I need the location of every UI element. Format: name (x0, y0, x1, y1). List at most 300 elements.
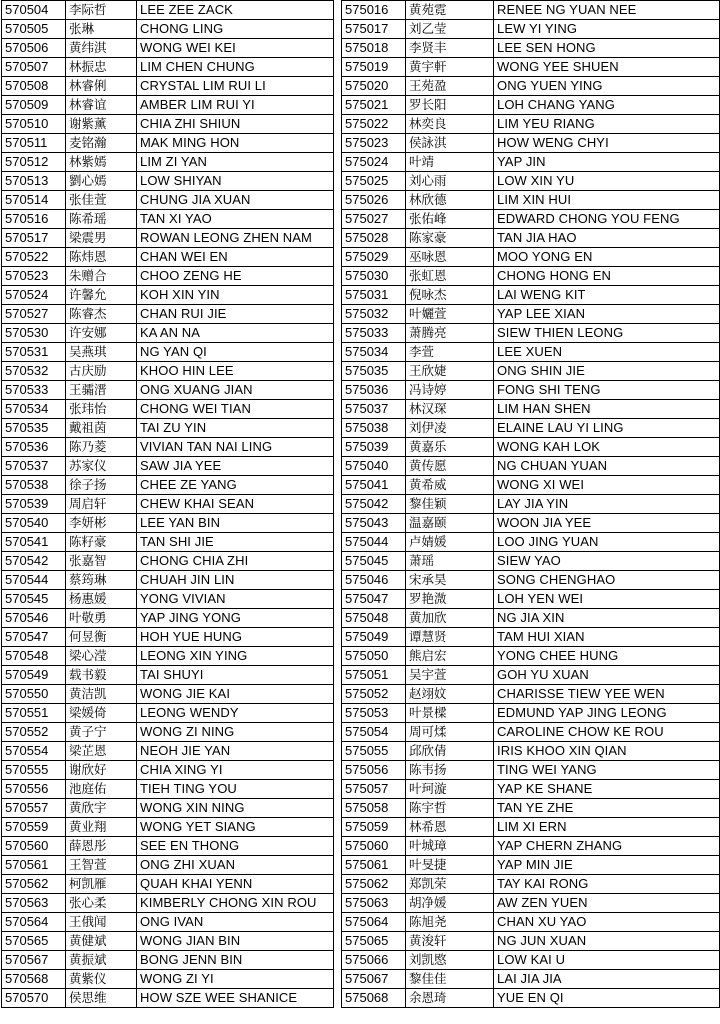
roster-table-right (341, 0, 720, 1008)
chinese-name-cell: 劉心嫣 (66, 172, 137, 191)
english-name-cell: SAW JIA YEE (137, 457, 334, 476)
table-row (2, 571, 334, 590)
chinese-name-cell: 张玮怡 (66, 400, 137, 419)
chinese-name-cell: 黄加欣 (406, 609, 494, 628)
chinese-name-cell: 林紫嫣 (66, 153, 137, 172)
chinese-name-cell: 载书毅 (66, 666, 137, 685)
chinese-name-cell: 柯凯雁 (66, 875, 137, 894)
chinese-name-cell: 宋承昊 (406, 571, 494, 590)
table-row (342, 39, 720, 58)
table-row (342, 666, 720, 685)
table-row (342, 248, 720, 267)
chinese-name-cell: 王俄闻 (66, 913, 137, 932)
chinese-name-cell: 陈希瑶 (66, 210, 137, 229)
chinese-name-cell: 林振忠 (66, 58, 137, 77)
chinese-name-cell: 叶景樑 (406, 704, 494, 723)
table-row (342, 476, 720, 495)
table-row (342, 742, 720, 761)
table-row (2, 514, 334, 533)
student-id-cell: 575036 (342, 381, 406, 400)
english-name-cell: YAP MIN JIE (494, 856, 720, 875)
student-id-cell: 570546 (2, 609, 66, 628)
chinese-name-cell: 陈睿杰 (66, 305, 137, 324)
chinese-name-cell: 苏家仪 (66, 457, 137, 476)
chinese-name-cell: 黄浚轩 (406, 932, 494, 951)
english-name-cell: LIM ZI YAN (137, 153, 334, 172)
chinese-name-cell: 林睿俐 (66, 77, 137, 96)
student-id-cell: 570564 (2, 913, 66, 932)
student-id-cell: 570550 (2, 685, 66, 704)
chinese-name-cell: 麦铭瀚 (66, 134, 137, 153)
chinese-name-cell: 周启轩 (66, 495, 137, 514)
table-row (342, 799, 720, 818)
chinese-name-cell: 谢紫薰 (66, 115, 137, 134)
table-row (2, 894, 334, 913)
student-id-cell: 570540 (2, 514, 66, 533)
english-name-cell: LEONG WENDY (137, 704, 334, 723)
student-id-cell: 575062 (342, 875, 406, 894)
table-row (2, 913, 334, 932)
english-name-cell: CHARISSE TIEW YEE WEN (494, 685, 720, 704)
roster-rows-left (2, 1, 334, 1008)
student-id-cell: 575053 (342, 704, 406, 723)
table-row (342, 514, 720, 533)
english-name-cell: TAI SHUYI (137, 666, 334, 685)
chinese-name-cell: 罗艳溦 (406, 590, 494, 609)
table-row (342, 343, 720, 362)
english-name-cell: WONG JIE KAI (137, 685, 334, 704)
english-name-cell: SIEW THIEN LEONG (494, 324, 720, 343)
table-row (2, 799, 334, 818)
english-name-cell: CHUNG JIA XUAN (137, 191, 334, 210)
chinese-name-cell: 冯诗婷 (406, 381, 494, 400)
student-id-cell: 570514 (2, 191, 66, 210)
english-name-cell: ONG ZHI XUAN (137, 856, 334, 875)
table-row (2, 77, 334, 96)
table-row (2, 780, 334, 799)
table-row (2, 951, 334, 970)
student-id-cell: 570522 (2, 248, 66, 267)
chinese-name-cell: 戴祖茵 (66, 419, 137, 438)
student-id-cell: 570559 (2, 818, 66, 837)
english-name-cell: YAP JING YONG (137, 609, 334, 628)
student-id-cell: 575033 (342, 324, 406, 343)
english-name-cell: HOW SZE WEE SHANICE (137, 989, 334, 1008)
chinese-name-cell: 萧腾亮 (406, 324, 494, 343)
chinese-name-cell: 王苑盈 (406, 77, 494, 96)
student-id-cell: 570516 (2, 210, 66, 229)
chinese-name-cell: 陈旭尧 (406, 913, 494, 932)
table-row (342, 153, 720, 172)
student-id-cell: 570537 (2, 457, 66, 476)
student-id-cell: 570562 (2, 875, 66, 894)
chinese-name-cell: 谭慧贤 (406, 628, 494, 647)
chinese-name-cell: 黄业翔 (66, 818, 137, 837)
table-row (2, 856, 334, 875)
table-row (2, 58, 334, 77)
table-row (342, 191, 720, 210)
english-name-cell: TAN XI YAO (137, 210, 334, 229)
english-name-cell: LOW SHIYAN (137, 172, 334, 191)
english-name-cell: SIEW YAO (494, 552, 720, 571)
student-id-cell: 570530 (2, 324, 66, 343)
student-id-cell: 570538 (2, 476, 66, 495)
student-id-cell: 575047 (342, 590, 406, 609)
table-row (2, 267, 334, 286)
table-row (342, 685, 720, 704)
english-name-cell: ONG XUANG JIAN (137, 381, 334, 400)
english-name-cell: MAK MING HON (137, 134, 334, 153)
chinese-name-cell: 梁震男 (66, 229, 137, 248)
student-id-cell: 575061 (342, 856, 406, 875)
student-id-cell: 570539 (2, 495, 66, 514)
chinese-name-cell: 林汉琛 (406, 400, 494, 419)
english-name-cell: CHUAH JIN LIN (137, 571, 334, 590)
student-id-cell: 575065 (342, 932, 406, 951)
table-row (342, 856, 720, 875)
student-id-cell: 570533 (2, 381, 66, 400)
table-row (342, 457, 720, 476)
student-id-cell: 575017 (342, 20, 406, 39)
english-name-cell: CHOO ZENG HE (137, 267, 334, 286)
chinese-name-cell: 周可煣 (406, 723, 494, 742)
student-id-cell: 575066 (342, 951, 406, 970)
student-id-cell: 570524 (2, 286, 66, 305)
english-name-cell: YONG CHEE HUNG (494, 647, 720, 666)
table-row (342, 913, 720, 932)
english-name-cell: CHONG LING (137, 20, 334, 39)
english-name-cell: YONG VIVIAN (137, 590, 334, 609)
table-row (342, 77, 720, 96)
chinese-name-cell: 李妍彬 (66, 514, 137, 533)
table-row (342, 932, 720, 951)
english-name-cell: NG CHUAN YUAN (494, 457, 720, 476)
chinese-name-cell: 李萱 (406, 343, 494, 362)
chinese-name-cell: 梁芷恩 (66, 742, 137, 761)
student-id-cell: 575041 (342, 476, 406, 495)
chinese-name-cell: 叶孋萱 (406, 305, 494, 324)
chinese-name-cell: 陈家豪 (406, 229, 494, 248)
table-row (2, 20, 334, 39)
student-id-cell: 575050 (342, 647, 406, 666)
table-row (342, 115, 720, 134)
chinese-name-cell: 林欣德 (406, 191, 494, 210)
english-name-cell: CHIA ZHI SHIUN (137, 115, 334, 134)
chinese-name-cell: 余恩琦 (406, 989, 494, 1008)
chinese-name-cell: 李贤丰 (406, 39, 494, 58)
student-id-cell: 570548 (2, 647, 66, 666)
table-row (342, 628, 720, 647)
chinese-name-cell: 林奕良 (406, 115, 494, 134)
chinese-name-cell: 吴燕琪 (66, 343, 137, 362)
student-id-cell: 570513 (2, 172, 66, 191)
table-row (342, 210, 720, 229)
student-id-cell: 575059 (342, 818, 406, 837)
table-row (342, 362, 720, 381)
english-name-cell: LIM CHEN CHUNG (137, 58, 334, 77)
student-id-cell: 570512 (2, 153, 66, 172)
chinese-name-cell: 陈乃菱 (66, 438, 137, 457)
english-name-cell: CHAN RUI JIE (137, 305, 334, 324)
chinese-name-cell: 王智萱 (66, 856, 137, 875)
chinese-name-cell: 黄振斌 (66, 951, 137, 970)
student-id-cell: 575060 (342, 837, 406, 856)
english-name-cell: LOH CHANG YANG (494, 96, 720, 115)
english-name-cell: EDWARD CHONG YOU FENG (494, 210, 720, 229)
chinese-name-cell: 胡净媛 (406, 894, 494, 913)
table-row (342, 989, 720, 1008)
chinese-name-cell: 萧瑶 (406, 552, 494, 571)
chinese-name-cell: 李际哲 (66, 1, 137, 20)
student-id-cell: 570531 (2, 343, 66, 362)
chinese-name-cell: 陈韦扬 (406, 761, 494, 780)
student-id-cell: 570563 (2, 894, 66, 913)
student-id-cell: 570544 (2, 571, 66, 590)
student-id-cell: 575045 (342, 552, 406, 571)
english-name-cell: YAP JIN (494, 153, 720, 172)
table-row (342, 647, 720, 666)
student-id-cell: 575024 (342, 153, 406, 172)
table-row (2, 438, 334, 457)
student-id-cell: 570568 (2, 970, 66, 989)
chinese-name-cell: 叶靖 (406, 153, 494, 172)
english-name-cell: WONG XI WEI (494, 476, 720, 495)
chinese-name-cell: 蔡筠琳 (66, 571, 137, 590)
student-id-cell: 570504 (2, 1, 66, 20)
student-id-cell: 575028 (342, 229, 406, 248)
chinese-name-cell: 王欣婕 (406, 362, 494, 381)
table-row (2, 153, 334, 172)
english-name-cell: LIM XI ERN (494, 818, 720, 837)
english-name-cell: LOO JING YUAN (494, 533, 720, 552)
english-name-cell: WONG ZI NING (137, 723, 334, 742)
student-id-cell: 570565 (2, 932, 66, 951)
chinese-name-cell: 黄苑霓 (406, 1, 494, 20)
chinese-name-cell: 何昱衡 (66, 628, 137, 647)
table-row (2, 970, 334, 989)
english-name-cell: WONG KAH LOK (494, 438, 720, 457)
chinese-name-cell: 张佑峰 (406, 210, 494, 229)
table-row (342, 571, 720, 590)
table-row (342, 533, 720, 552)
table-row (342, 970, 720, 989)
chinese-name-cell: 陈宇哲 (406, 799, 494, 818)
english-name-cell: ELAINE LAU YI LING (494, 419, 720, 438)
student-id-cell: 575022 (342, 115, 406, 134)
english-name-cell: LIM HAN SHEN (494, 400, 720, 419)
chinese-name-cell: 刘凯愍 (406, 951, 494, 970)
chinese-name-cell: 许馨允 (66, 286, 137, 305)
table-row (342, 704, 720, 723)
english-name-cell: SEE EN THONG (137, 837, 334, 856)
chinese-name-cell: 卢婧媛 (406, 533, 494, 552)
chinese-name-cell: 黄洁凯 (66, 685, 137, 704)
student-id-cell: 575019 (342, 58, 406, 77)
chinese-name-cell: 梁心滢 (66, 647, 137, 666)
chinese-name-cell: 池庭佑 (66, 780, 137, 799)
student-id-cell: 575016 (342, 1, 406, 20)
english-name-cell: WONG WEI KEI (137, 39, 334, 58)
table-row (342, 229, 720, 248)
student-id-cell: 575067 (342, 970, 406, 989)
table-row (2, 210, 334, 229)
english-name-cell: EDMUND YAP JING LEONG (494, 704, 720, 723)
student-id-cell: 575018 (342, 39, 406, 58)
english-name-cell: LAI WENG KIT (494, 286, 720, 305)
table-row (342, 894, 720, 913)
table-row (2, 457, 334, 476)
table-row (2, 381, 334, 400)
chinese-name-cell: 吴宇萱 (406, 666, 494, 685)
english-name-cell: CRYSTAL LIM RUI LI (137, 77, 334, 96)
english-name-cell: KIMBERLY CHONG XIN ROU (137, 894, 334, 913)
english-name-cell: CHAN XU YAO (494, 913, 720, 932)
table-row (342, 267, 720, 286)
english-name-cell: WONG ZI YI (137, 970, 334, 989)
student-id-cell: 570507 (2, 58, 66, 77)
english-name-cell: AW ZEN YUEN (494, 894, 720, 913)
chinese-name-cell: 朱赠合 (66, 267, 137, 286)
chinese-name-cell: 林希恩 (406, 818, 494, 837)
english-name-cell: TING WEI YANG (494, 761, 720, 780)
table-row (2, 742, 334, 761)
english-name-cell: CHONG WEI TIAN (137, 400, 334, 419)
english-name-cell: LOW KAI U (494, 951, 720, 970)
english-name-cell: ONG YUEN YING (494, 77, 720, 96)
english-name-cell: CHONG CHIA ZHI (137, 552, 334, 571)
chinese-name-cell: 叶敬勇 (66, 609, 137, 628)
chinese-name-cell: 黄传愿 (406, 457, 494, 476)
table-row (2, 400, 334, 419)
chinese-name-cell: 叶城璋 (406, 837, 494, 856)
table-row (2, 324, 334, 343)
student-id-cell: 570570 (2, 989, 66, 1008)
student-id-cell: 575052 (342, 685, 406, 704)
chinese-name-cell: 谢欣好 (66, 761, 137, 780)
chinese-name-cell: 郑凯荣 (406, 875, 494, 894)
student-id-cell: 575057 (342, 780, 406, 799)
chinese-name-cell: 王骦溍 (66, 381, 137, 400)
chinese-name-cell: 黄纬淇 (66, 39, 137, 58)
chinese-name-cell: 张琳 (66, 20, 137, 39)
english-name-cell: YAP CHERN ZHANG (494, 837, 720, 856)
english-name-cell: ONG SHIN JIE (494, 362, 720, 381)
chinese-name-cell: 刘心雨 (406, 172, 494, 191)
student-id-cell: 570527 (2, 305, 66, 324)
chinese-name-cell: 陈籽豪 (66, 533, 137, 552)
table-row (2, 172, 334, 191)
student-id-cell: 575049 (342, 628, 406, 647)
student-id-cell: 575034 (342, 343, 406, 362)
table-row (342, 286, 720, 305)
english-name-cell: LEE XUEN (494, 343, 720, 362)
table-row (2, 115, 334, 134)
english-name-cell: LEE YAN BIN (137, 514, 334, 533)
chinese-name-cell: 陈炜恩 (66, 248, 137, 267)
student-id-cell: 570561 (2, 856, 66, 875)
chinese-name-cell: 薛恩彤 (66, 837, 137, 856)
table-row (342, 761, 720, 780)
chinese-name-cell: 叶旻捷 (406, 856, 494, 875)
table-row (2, 932, 334, 951)
student-id-cell: 575042 (342, 495, 406, 514)
table-row (2, 989, 334, 1008)
chinese-name-cell: 张佳萱 (66, 191, 137, 210)
student-id-cell: 575046 (342, 571, 406, 590)
chinese-name-cell: 黄健斌 (66, 932, 137, 951)
student-id-cell: 575035 (342, 362, 406, 381)
table-row (2, 552, 334, 571)
table-row (2, 818, 334, 837)
english-name-cell: WONG JIAN BIN (137, 932, 334, 951)
table-row (2, 96, 334, 115)
english-name-cell: HOW WENG CHYI (494, 134, 720, 153)
student-id-cell: 575021 (342, 96, 406, 115)
student-id-cell: 575064 (342, 913, 406, 932)
table-row (342, 305, 720, 324)
chinese-name-cell: 叶珂漩 (406, 780, 494, 799)
student-id-cell: 575048 (342, 609, 406, 628)
english-name-cell: KA AN NA (137, 324, 334, 343)
english-name-cell: LEONG XIN YING (137, 647, 334, 666)
student-id-cell: 570506 (2, 39, 66, 58)
student-id-cell: 575039 (342, 438, 406, 457)
english-name-cell: TIEH TING YOU (137, 780, 334, 799)
english-name-cell: ONG IVAN (137, 913, 334, 932)
chinese-name-cell: 黄宇軒 (406, 58, 494, 77)
table-row (2, 419, 334, 438)
table-row (342, 723, 720, 742)
table-row (342, 609, 720, 628)
student-id-cell: 570517 (2, 229, 66, 248)
student-id-cell: 570536 (2, 438, 66, 457)
student-id-cell: 575032 (342, 305, 406, 324)
table-row (2, 837, 334, 856)
table-row (2, 476, 334, 495)
chinese-name-cell: 侯詠淇 (406, 134, 494, 153)
table-row (342, 875, 720, 894)
chinese-name-cell: 张心柔 (66, 894, 137, 913)
chinese-name-cell: 张嘉智 (66, 552, 137, 571)
table-row (2, 495, 334, 514)
english-name-cell: ROWAN LEONG ZHEN NAM (137, 229, 334, 248)
student-id-cell: 575020 (342, 77, 406, 96)
student-id-cell: 570541 (2, 533, 66, 552)
chinese-name-cell: 梁媛倚 (66, 704, 137, 723)
table-row (342, 837, 720, 856)
table-row (342, 172, 720, 191)
table-row (342, 552, 720, 571)
table-row (2, 590, 334, 609)
english-name-cell: CHONG HONG EN (494, 267, 720, 286)
english-name-cell: GOH YU XUAN (494, 666, 720, 685)
table-row (2, 248, 334, 267)
student-id-cell: 575068 (342, 989, 406, 1008)
table-row (342, 58, 720, 77)
english-name-cell: YAP KE SHANE (494, 780, 720, 799)
student-id-cell: 570505 (2, 20, 66, 39)
student-id-cell: 570542 (2, 552, 66, 571)
english-name-cell: CAROLINE CHOW KE ROU (494, 723, 720, 742)
chinese-name-cell: 倪咏杰 (406, 286, 494, 305)
table-row (2, 191, 334, 210)
table-row (2, 875, 334, 894)
english-name-cell: TAM HUI XIAN (494, 628, 720, 647)
chinese-name-cell: 黎佳佳 (406, 970, 494, 989)
table-row (2, 666, 334, 685)
english-name-cell: LOH YEN WEI (494, 590, 720, 609)
student-id-cell: 570567 (2, 951, 66, 970)
